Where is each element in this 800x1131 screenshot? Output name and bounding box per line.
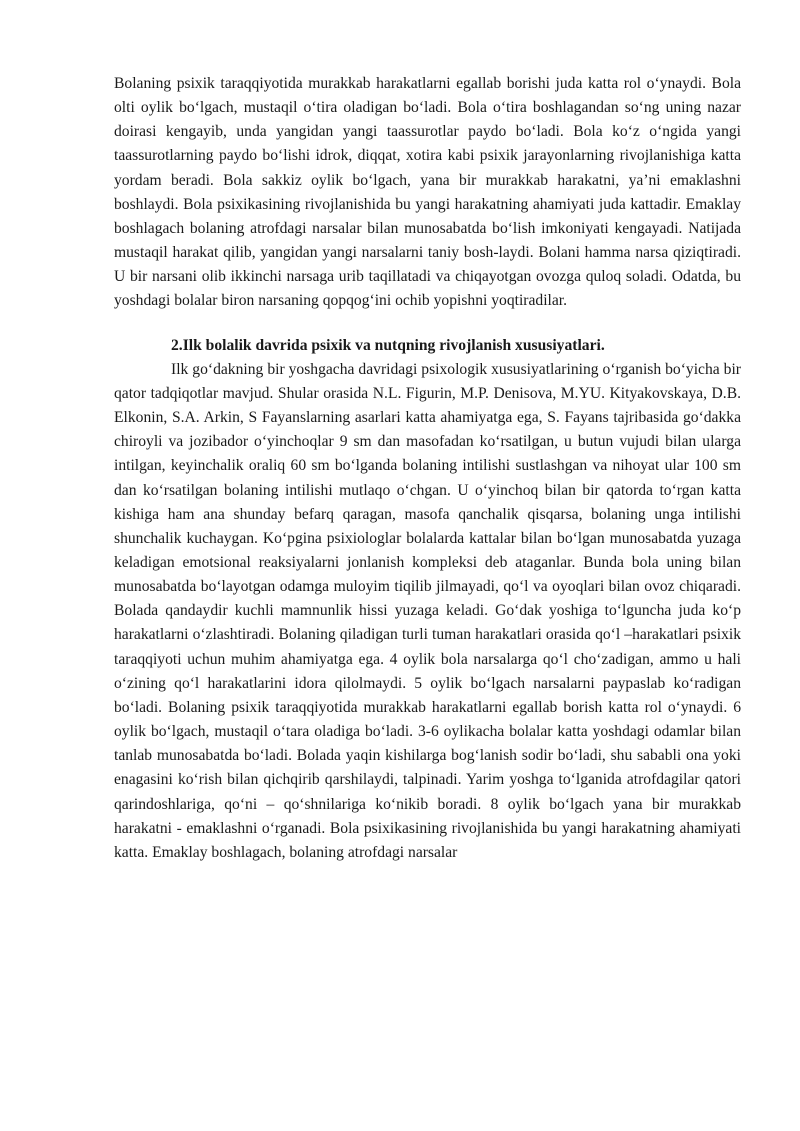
body-paragraph: Bolaning psixik taraqqiyotida murakkab harakatlarni egallab borishi juda katta rol o‘ynaydi. Bola olti oylik bo‘lgach, mustaqil o‘tira oladigan bo‘ladi. Bola o‘tira boshlagandan so‘ng uning nazar doirasi kengayib, unda yangidan yangi taassurotlar paydo bo‘ladi. Bola ko‘z o‘ngida yangi taassurotlarning paydo bo‘lishi idrok, diqqat, xotira kabi psixik jarayonlarning rivojlanishiga katta yordam beradi. Bola sakkiz oylik bo‘lgach, yana bir murakkab harakatni, ya’ni emaklashni boshlaydi. Bola psixikasining rivojlanishida bu yangi harakatning ahamiyati juda kattadir. Emaklay boshlagach bolaning atrofdagi narsalar bilan munosabatda bo‘lish imkoniyati kengayadi. Natijada mustaqil harakat qilib, yangidan yangi narsalarni taniy bosh-laydi. Bolani hamma narsa qiziqtiradi. U bir narsani olib ikkinchi narsaga urib taqillatadi va chiqayotgan ovozga quloq soladi. Odatda, bu yoshdagi bolalar biron narsaning qopqog‘ini ochib yopishni yoqtiradilar. bbox=[114, 75, 741, 310]
section-heading: 2.Ilk bolalik davrida psixik va nutqning rivojlanish xususiyatlari. bbox=[171, 336, 605, 354]
body-paragraph: Ilk go‘dakning bir yoshgacha davridagi psixologik xususiyatlarining o‘rganish bo‘yicha bir qator tadqiqotlar mavjud. Shular orasida N.L. Figurin, M.P. Denisova, M.YU. Kityakovskaya, D.B. Elkonin, S.A. Arkin, S Fayanslarning asarlari katta ahamiyatga ega, S. Fayans tajribasida go‘dakka chiroyli va jozibador o‘yinchoqlar 9 sm dan masofadan ko‘rsatilgan, u butun vujudi bilan ularga intilgan, keyinchalik oraliq 60 sm bo‘lganda bolaning intilishi sustlashgan va nihoyat ular 100 sm dan ko‘rsatilgan bolaning intilishi mutlaqo o‘chgan. U o‘yinchoq bilan bir qatorda to‘rgan katta kishiga ham ana shunday befarq qaragan, masofa qanchalik qisqarsa, bolaning unga intilishi shunchalik kuchaygan. Ko‘pgina psixiologlar bolalarda kattalar bilan bo‘lgan munosabatda yuzaga keladigan emotsional reaksiyalarni jonlanish kompleksi deb ataganlar. Bunda bola uning bilan munosabatda bo‘layotgan odamga muloyim tiqilib jilmayadi, qo‘l va oyoqlari bilan ovoz chiqaradi. Bolada qandaydir kuchli mamnunlik hissi yuzaga keladi. Go‘dak yoshiga to‘lguncha juda ko‘p harakatlarni o‘zlashtiradi. Bolaning qiladigan turli tuman harakatlari orasida qo‘l –harakatlari psixik taraqqiyoti uchun muhim ahamiyatga ega. 4 oylik bola narsalarga qo‘l cho‘zadigan, ammo u hali o‘zining qo‘l harakatlarini idora qilolmaydi. 5 oylik bo‘lgach narsalarni paypaslab ko‘radigan bo‘ladi. Bolaning psixik taraqqiyotida murakkab harakatlarni egallab borish katta rol o‘ynaydi. 6 oylik bo‘lgach, mustaqil o‘tara oladiga bo‘ladi. 3-6 oylikacha bolalar katta yoshdagi odamlar bilan tanlab munosabatda bo‘ladi. Bolada yaqin kishilarga bog‘lanish sodir bo‘ladi, shu sababli ona yoki enagasini ko‘rish bilan qichqirib qarshilaydi, talpinadi. Yarim yoshga to‘lganida atrofdagilar qatori qarindoshlariga, qo‘ni – qo‘shnilariga ko‘nikib boradi. 8 oylik bo‘lgach yana bir murakkab harakatni - emaklashni o‘rganadi. Bola psixikasining rivojlanishida bu yangi harakatning ahamiyati katta. Emaklay boshlagach, bolaning atrofdagi narsalar bbox=[114, 360, 741, 861]
document-page bbox=[114, 72, 741, 865]
